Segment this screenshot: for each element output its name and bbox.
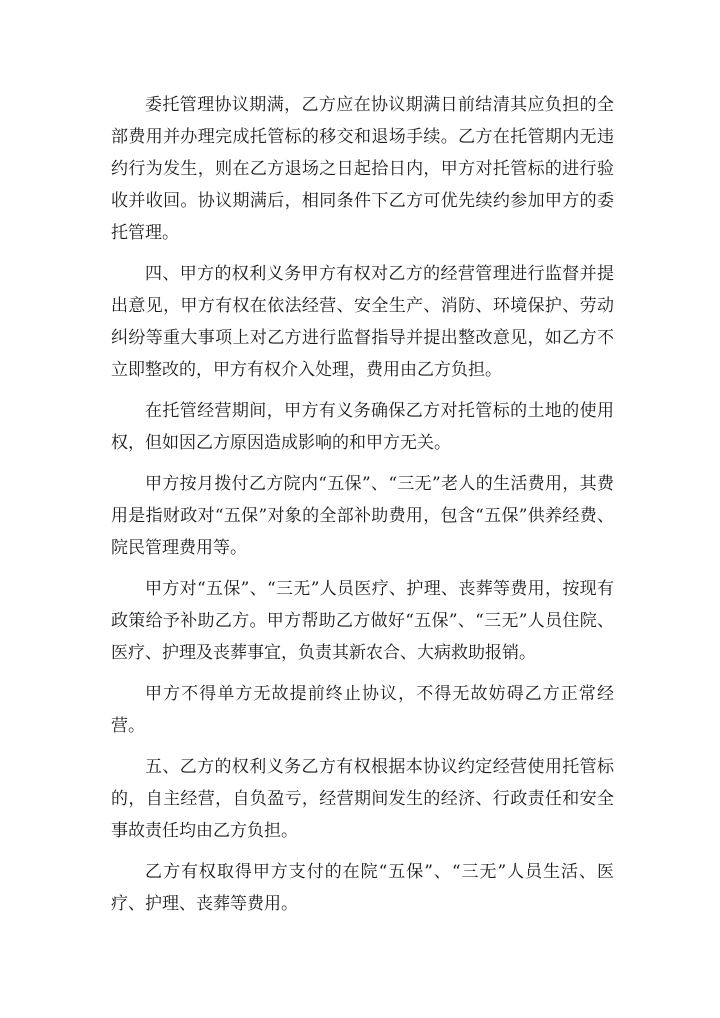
paragraph-no-early-termination: 甲方不得单方无故提前终止协议，不得无故妨碍乙方正常经营。 <box>111 684 614 736</box>
paragraph-party-a-rights: 四、甲方的权利义务甲方有权对乙方的经营管理进行监督并提出意见，甲方有权在依法经营、安全生产、消防、环境保护、劳动纠纷等重大事项上对乙方进行监督指导并提出整改意见，如乙方不立即整改的，甲方有权介入处理，费用由乙方负担。 <box>111 264 614 380</box>
paragraph-party-b-rights: 五、乙方的权利义务乙方有权根据本协议约定经营使用托管标的，自主经营，自负盈亏，经营期间发生的经济、行政责任和安全事故责任均由乙方负担。 <box>111 757 614 841</box>
paragraph-land-use-right: 在托管经营期间，甲方有义务确保乙方对托管标的土地的使用权，但如因乙方原因造成影响的和甲方无关。 <box>111 401 614 453</box>
paragraph-medical-subsidy: 甲方对“五保”、“三无”人员医疗、护理、丧葬等费用，按现有政策给予补助乙方。甲方帮助乙方做好“五保”、“三无”人员住院、医疗、护理及丧葬事宜，负责其新农合、大病救助报销。 <box>111 579 614 663</box>
document-body <box>111 89 614 929</box>
paragraph-expiry-handover: 委托管理协议期满，乙方应在协议期满日前结清其应负担的全部费用并办理完成托管标的移交和退场手续。乙方在托管期内无违约行为发生，则在乙方退场之日起拾日内，甲方对托管标的进行验收并收回。协议期满后，相同条件下乙方可优先续约参加甲方的委托管理。 <box>111 95 614 243</box>
paragraph-monthly-allocation: 甲方按月拨付乙方院内“五保”、“三无”老人的生活费用，其费用是指财政对“五保”对象的全部补助费用，包含“五保”供养经费、院民管理费用等。 <box>111 474 614 558</box>
paragraph-party-b-fees: 乙方有权取得甲方支付的在院“五保”、“三无”人员生活、医疗、护理、丧葬等费用。 <box>111 862 614 914</box>
